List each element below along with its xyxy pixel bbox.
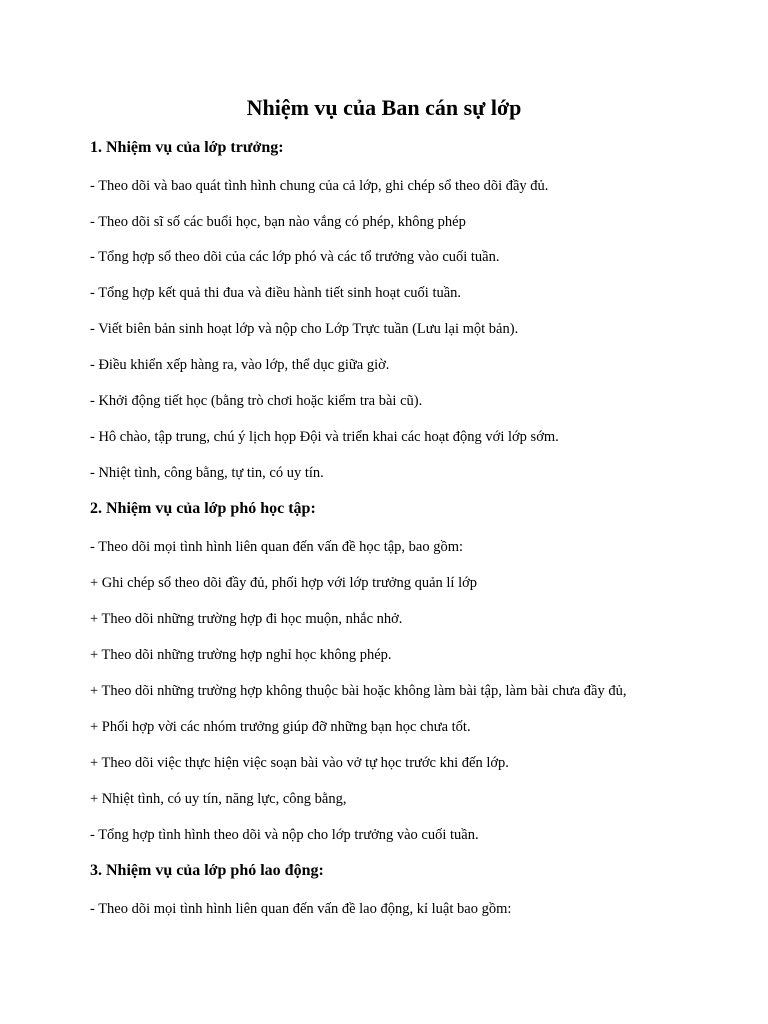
- section-heading-study-deputy: 2. Nhiệm vụ của lớp phó học tập:: [90, 500, 316, 517]
- paragraph-line: - Theo dõi và bao quát tình hình chung của cả lớp, ghi chép sổ theo dõi đầy đủ.: [90, 178, 549, 194]
- section-heading-class-monitor: 1. Nhiệm vụ của lớp trưởng:: [90, 139, 284, 156]
- paragraph-line: - Tổng hợp sổ theo dõi của các lớp phó và các tổ trưởng vào cuối tuần.: [90, 249, 500, 265]
- section-heading-labor-deputy: 3. Nhiệm vụ của lớp phó lao động:: [90, 862, 324, 879]
- paragraph-line: + Theo dõi những trường hợp không thuộc bài hoặc không làm bài tập, làm bài chưa đầy đủ,: [90, 683, 627, 699]
- paragraph-line: - Theo dõi mọi tình hình liên quan đến vấn đề học tập, bao gồm:: [90, 539, 464, 555]
- paragraph-line: + Ghi chép sổ theo dõi đầy đủ, phối hợp với lớp trưởng quản lí lớp: [90, 575, 478, 591]
- paragraph-line: - Tổng hợp tình hình theo dõi và nộp cho lớp trưởng vào cuối tuần.: [90, 827, 479, 843]
- paragraph-line: - Tổng hợp kết quả thi đua và điều hành tiết sinh hoạt cuối tuần.: [90, 285, 462, 301]
- paragraph-line: - Theo dõi mọi tình hình liên quan đến vấn đề lao động, kỉ luật bao gồm:: [90, 901, 512, 917]
- paragraph-line: - Khởi động tiết học (bằng trò chơi hoặc kiểm tra bài cũ).: [90, 393, 423, 409]
- paragraph-line: + Phối hợp vời các nhóm trưởng giúp đỡ những bạn học chưa tốt.: [90, 719, 471, 735]
- paragraph-line: - Viết biên bản sinh hoạt lớp và nộp cho Lớp Trực tuần (Lưu lại một bản).: [90, 321, 519, 337]
- paragraph-line: - Theo dõi sĩ số các buổi học, bạn nào vắng có phép, không phép: [90, 214, 466, 230]
- paragraph-line: - Hô chào, tập trung, chú ý lịch họp Đội và triển khai các hoạt động với lớp sớm.: [90, 429, 559, 445]
- paragraph-line: + Theo dõi những trường hợp đi học muộn, nhắc nhở.: [90, 611, 403, 627]
- page-title: Nhiệm vụ của Ban cán sự lớp: [246, 95, 522, 120]
- paragraph-line: - Nhiệt tình, công bằng, tự tin, có uy tín.: [90, 465, 324, 481]
- paragraph-line: + Nhiệt tình, có uy tín, năng lực, công bằng,: [90, 791, 347, 807]
- paragraph-line: - Điều khiển xếp hàng ra, vào lớp, thể dục giữa giờ.: [90, 357, 390, 373]
- paragraph-line: + Theo dõi việc thực hiện việc soạn bài vào vở tự học trước khi đến lớp.: [90, 755, 509, 771]
- paragraph-line: + Theo dõi những trường hợp nghỉ học không phép.: [90, 647, 392, 663]
